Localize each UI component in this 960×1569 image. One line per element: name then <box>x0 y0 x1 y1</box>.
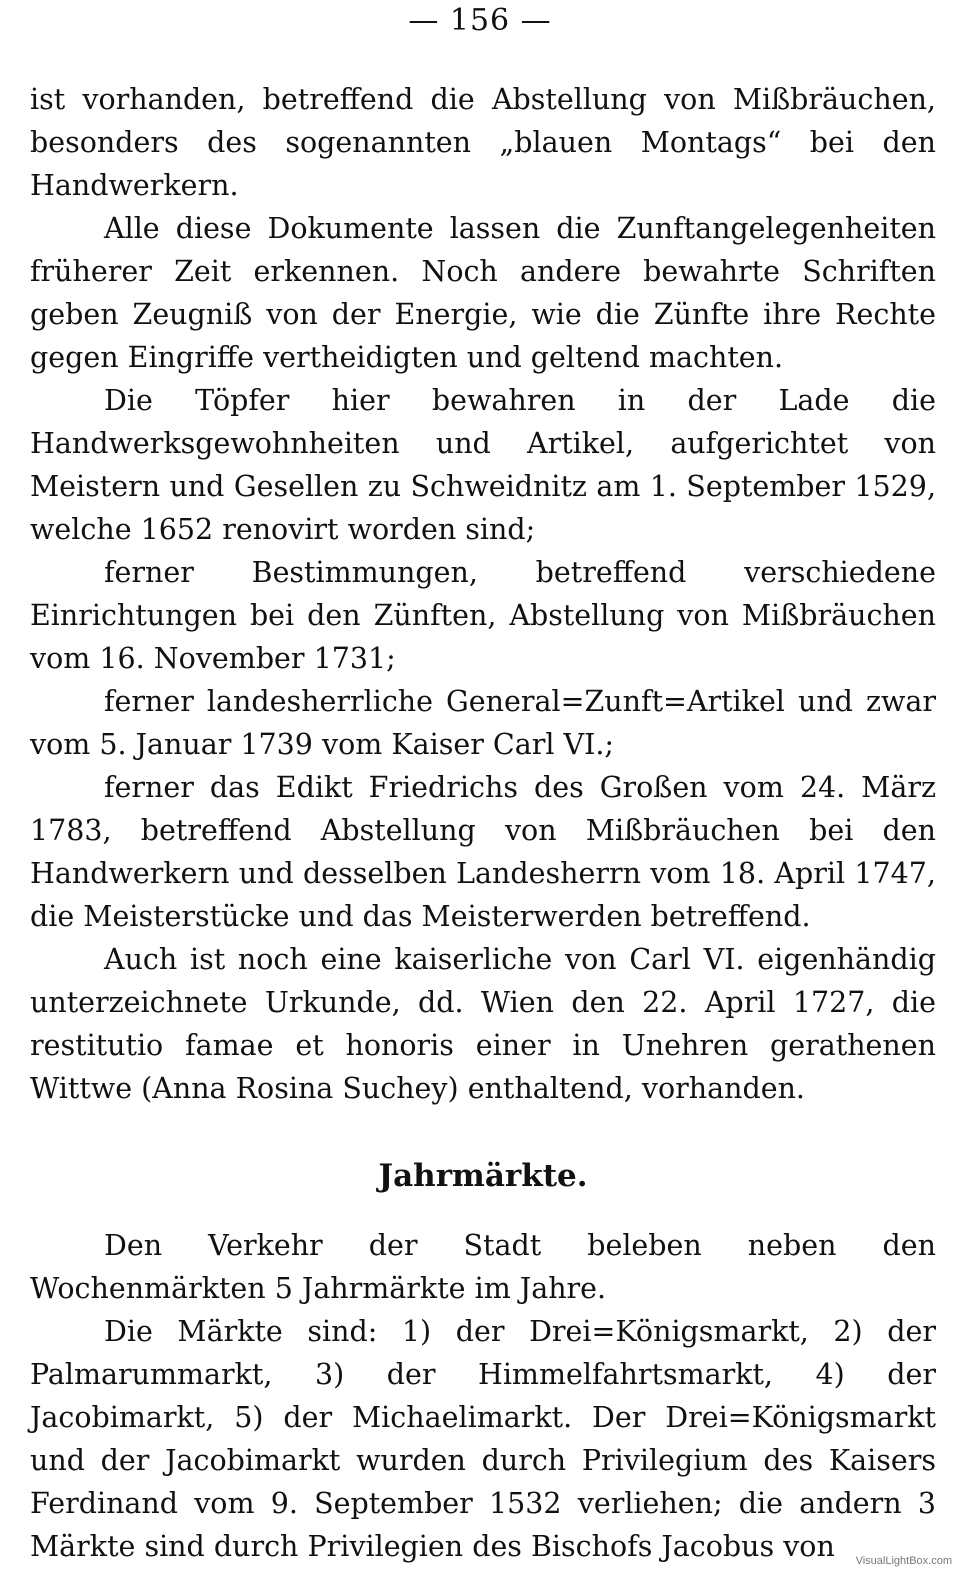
watermark-text: VisualLightBox.com <box>855 1555 952 1567</box>
paragraph: Alle diese Dokumente lassen die Zunftangelegenheiten früherer Zeit erkennen. Noch andere bewahrte Schriften geben Zeugniß von der Energie, wie die Zünfte ihre Rechte gegen Eingriffe vertheidigten und geltend machten. <box>30 212 936 374</box>
paragraph: Die Töpfer hier bewahren in der Lade die Handwerksgewohnheiten und Artikel, aufgerichtet von Meistern und Gesellen zu Schweidnitz am 1. September 1529, welche 1652 renovirt worden sind; <box>30 384 936 546</box>
paragraph-continuation: ist vorhanden, betreffend die Abstellung von Mißbräuchen, besonders des sogenannten „blauen Montags“ bei den Handwerkern. <box>30 83 936 202</box>
paragraph: Auch ist noch eine kaiserliche von Carl VI. eigenhändig unterzeichnete Urkunde, dd. Wien den 22. April 1727, die restitutio famae et honoris einer in Unehren gerathenen Wittwe (Anna Rosina Suchey) enthaltend, vorhanden. <box>30 943 936 1105</box>
paragraph: ferner landesherrliche General=Zunft=Artikel und zwar vom 5. Januar 1739 vom Kaiser Carl VI.; <box>30 685 936 761</box>
body-text <box>30 78 936 1568</box>
paragraph: Den Verkehr der Stadt beleben neben den Wochenmärkten 5 Jahrmärkte im Jahre. <box>30 1229 936 1305</box>
page-number-header: — 156 — <box>408 3 552 38</box>
paragraph: ferner Bestimmungen, betreffend verschiedene Einrichtungen bei den Zünften, Abstellung von Mißbräuchen vom 16. November 1731; <box>30 556 936 675</box>
paragraph: Die Märkte sind: 1) der Drei=Königsmarkt, 2) der Palmarummarkt, 3) der Himmelfahrtsmarkt, 4) der Jacobimarkt, 5) der Michaelimarkt. Der Drei=Königsmarkt und der Jacobimarkt wurden durch Privilegium des Kaisers Ferdinand vom 9. September 1532 verliehen; die andern 3 Märkte sind durch Privilegien des Bischofs Jacobus von <box>30 1315 936 1563</box>
section-heading: Jahrmärkte. <box>378 1158 588 1194</box>
paragraph: ferner das Edikt Friedrichs des Großen vom 24. März 1783, betreffend Abstellung von Mißbräuchen bei den Handwerkern und desselben Landesherrn vom 18. April 1747, die Meisterstücke und das Meisterwerden betreffend. <box>30 771 936 933</box>
